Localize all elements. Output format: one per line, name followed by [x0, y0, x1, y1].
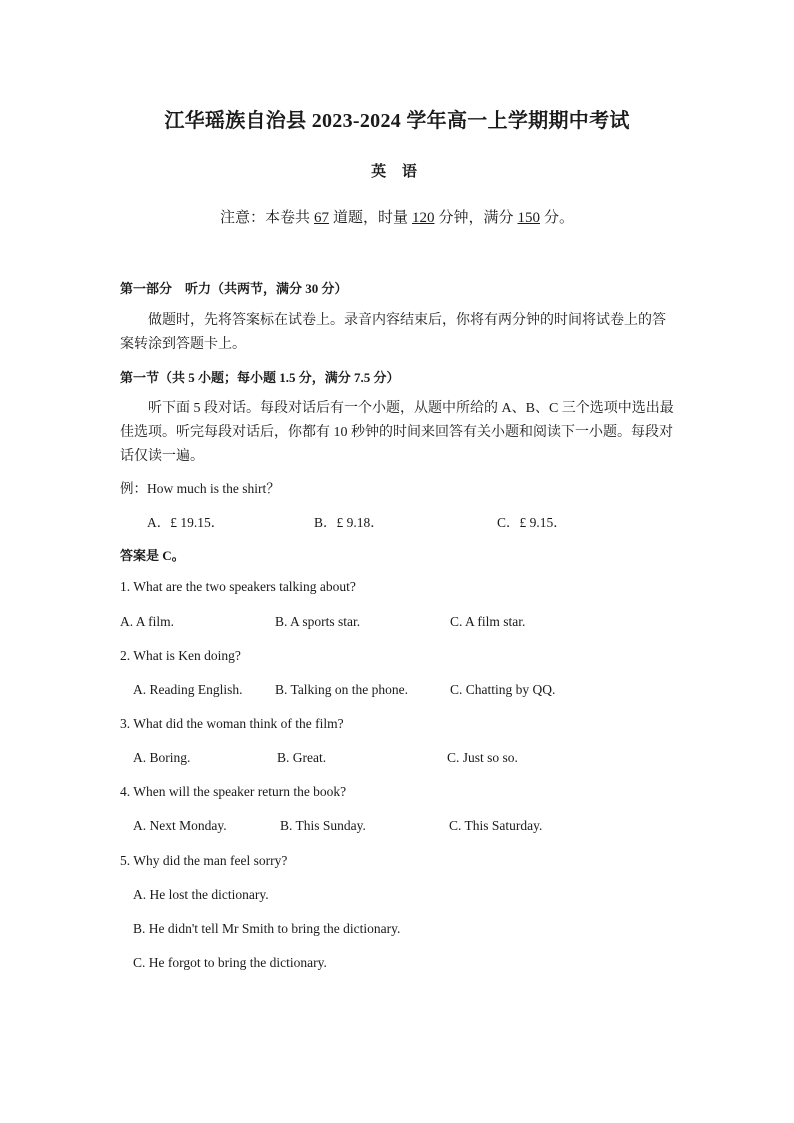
question-2: 2. What is Ken doing?	[120, 648, 241, 663]
q3-option-c: C. Just so so.	[447, 750, 518, 765]
q4-option-a: A. Next Monday.	[133, 818, 227, 833]
q1-option-c: C. A film star.	[450, 614, 526, 629]
time-minutes: 120	[412, 210, 435, 226]
part1-heading: 第一部分 听力（共两节，满分 30 分）	[120, 281, 348, 296]
subject-title: 英 语	[371, 164, 423, 180]
q5-option-c: C. He forgot to bring the dictionary.	[133, 955, 327, 970]
part1-instructions: 做题时，先将答案标在试卷上。录音内容结束后，你将有两分钟的时间将试卷上的答案转涂到答题卡上。	[120, 313, 666, 352]
section1-heading: 第一节（共 5 小题；每小题 1.5 分，满分 7.5 分）	[120, 370, 400, 385]
total-score: 150	[517, 210, 541, 226]
q1-option-a: A. A film.	[120, 614, 175, 629]
q3-option-a: A. Boring.	[133, 750, 191, 765]
q4-option-b: B. This Sunday.	[280, 818, 366, 833]
example-answer: 答案是 C。	[120, 548, 185, 563]
example-option-c: C．£ 9.15．	[497, 515, 567, 530]
q2-option-a: A. Reading English.	[133, 682, 243, 697]
notice-suffix: 分。	[544, 210, 575, 226]
question-1: 1. What are the two speakers talking about?	[120, 579, 356, 594]
example-question: 例：How much is the shirt？	[120, 481, 280, 496]
q2-option-c: C. Chatting by QQ.	[450, 682, 556, 697]
question-count: 67	[313, 210, 329, 226]
question-5: 5. Why did the man feel sorry?	[120, 853, 288, 868]
q4-option-c: C. This Saturday.	[449, 818, 543, 833]
q1-option-b: B. A sports star.	[275, 614, 361, 629]
exam-notice	[0, 206, 794, 227]
q2-option-b: B. Talking on the phone.	[275, 682, 409, 697]
q5-option-a: A. He lost the dictionary.	[133, 887, 269, 902]
example-option-a: A．£ 19.15．	[147, 515, 225, 530]
question-3: 3. What did the woman think of the film?	[120, 716, 344, 731]
q3-option-b: B. Great.	[277, 750, 327, 765]
question-4: 4. When will the speaker return the book?	[120, 784, 347, 799]
q5-option-b: B. He didn't tell Mr Smith to bring the dictionary.	[133, 921, 401, 936]
example-option-b: B．£ 9.18．	[314, 515, 384, 530]
exam-title: 江华瑶族自治县 2023-2024 学年高一上学期期中考试	[164, 110, 630, 132]
section1-instructions: 听下面 5 段对话。每段对话后有一个小题，从题中所给的 A、B、C 三个选项中选出最佳选项。听完每段对话后，你都有 10 秒钟的时间来回答有关小题和阅读下一小题。每段对话仅读一遍。	[120, 401, 674, 464]
notice-mid1: 道题，时量	[332, 210, 408, 226]
notice-prefix: 注意：本卷共	[219, 210, 310, 226]
notice-mid2: 分钟，满分	[438, 210, 514, 226]
